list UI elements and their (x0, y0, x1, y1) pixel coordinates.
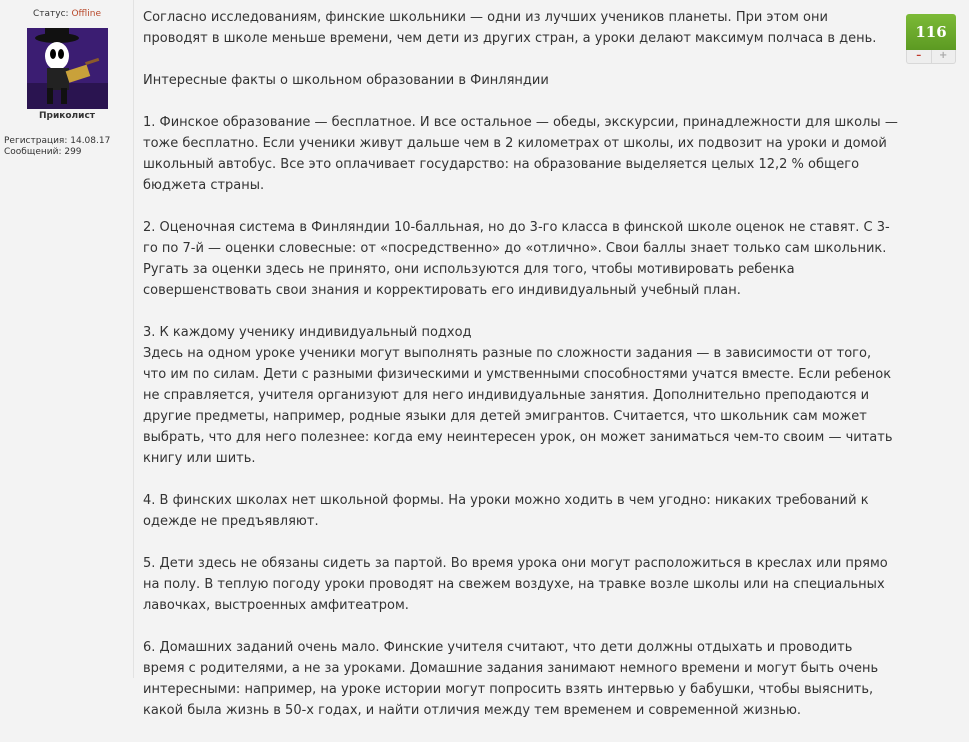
post-paragraph: Согласно исследованиям, финские школьники — одни из лучших учеников планеты. При этом они проводят в школе меньше времени, чем дети из других стран, а уроки делают максимум полчаса в день. (143, 10, 877, 46)
post-paragraph: 5. Дети здесь не обязаны сидеть за партой. Во время урока они могут расположиться в креслах или прямо на полу. В теплую погоду уроки проводят на свежем воздухе, на травке возле школы или на специальных лавочках, выстроенных амфитеатром. (143, 556, 888, 613)
registration-date: Регистрация: 14.08.17 (4, 136, 111, 146)
post-rating (906, 14, 956, 66)
status-value: Offline (71, 9, 101, 19)
post-paragraph: 6. Домашних заданий очень мало. Финские учителя считают, что дети должны отдыхать и проводить время с родителями, а не за уроками. Домашние задания занимают немного времени и могут быть очень интересными: например, на уроке истории могут попросить взять интервью у бабушки, чтобы выяснить, какой была жизнь в 50-х годах, и найти отличия между тем временем и современной жизнью. (143, 640, 879, 718)
avatar[interactable] (27, 28, 108, 109)
avatar-image (27, 28, 108, 109)
rating-controls (906, 50, 956, 64)
post-heading: Интересные факты о школьном образовании в Финляндии (143, 73, 549, 88)
post-paragraph: 1. Финское образование — бесплатное. И все остальное — обеды, экскурсии, принадлежности для школы — тоже бесплатно. Если ученики живут дальше чем в 2 километрах от школы, их подвозит на уроки и домой школьный автобус. Все это оплачивает государство: на образование выделяется целых 12,2 % общего бюджета страны. (143, 115, 898, 193)
post-content (143, 7, 958, 742)
paragraph-title: 3. К каждому ученику индивидуальный подход (143, 325, 472, 340)
post-paragraph: 2. Оценочная система в Финляндии 10-балльная, но до 3-го класса в финской школе оценок не ставят. С 3-го по 7-й — оценки словесные: от «посредственно» до «отлично». Свои баллы знает только сам школьник. Ругать за оценки здесь не принято, они используются для того, чтобы мотивировать ребенка совершенствовать свои знания и корректировать его индивидуальный учебный план. (143, 220, 890, 298)
rating-minus-button[interactable]: – (916, 50, 922, 61)
status-label: Статус: (33, 9, 69, 19)
message-count: Сообщений: 299 (4, 147, 82, 157)
user-status (0, 9, 134, 19)
user-meta (4, 136, 110, 158)
rating-plus-button[interactable]: + (931, 50, 956, 63)
paragraph-body: Здесь на одном уроке ученики могут выполнять разные по сложности задания — в зависимости от того, что им по силам. Дети с разными физическими и умственными способностями учатся вместе. Если ребенок не справляется, учителя организуют для него индивидуальные занятия. Дополнительно преподаются и другие предметы, например, родные языки для детей эмигрантов. Считается, что школьник сам может выбрать, что для него полезнее: когда ему неинтересен урок, он может заниматься чем-то своим — читать книгу или шить. (143, 346, 893, 466)
user-sidebar (0, 0, 134, 678)
rating-score: 116 (906, 14, 956, 50)
username[interactable]: Приколист (38, 111, 96, 121)
post-paragraph (143, 322, 958, 469)
post-paragraph: 4. В финских школах нет школьной формы. На уроки можно ходить в чем угодно: никаких требований к одежде не предъявляют. (143, 493, 869, 529)
